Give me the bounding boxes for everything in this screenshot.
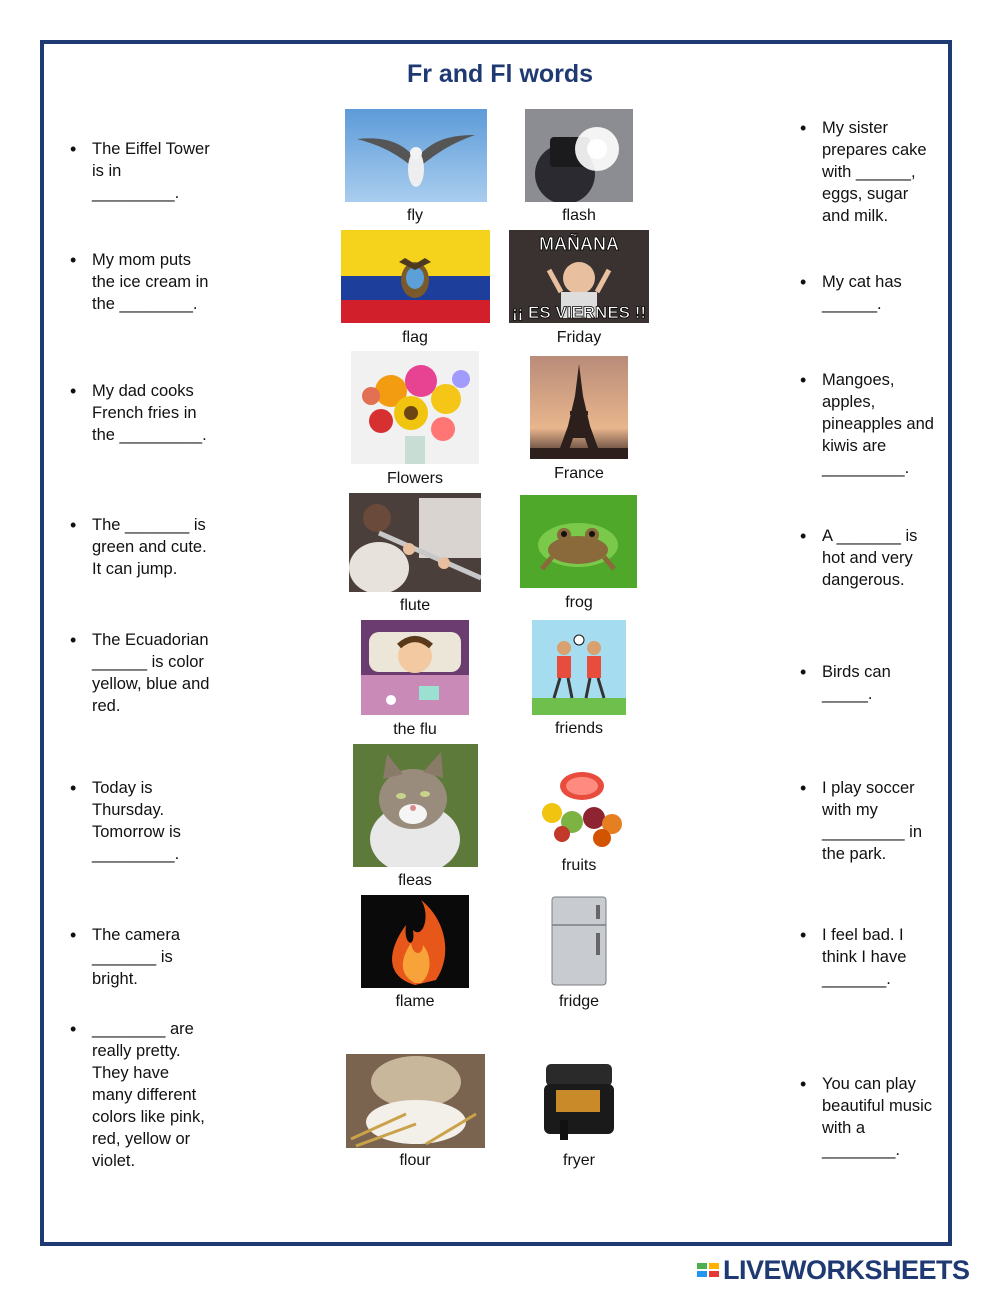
- flute-icon[interactable]: [349, 493, 481, 592]
- caption-fleas: fleas: [398, 872, 432, 889]
- caption-frog: frog: [565, 594, 593, 611]
- friends-icon[interactable]: [532, 620, 626, 715]
- caption-fruits: fruits: [561, 857, 597, 874]
- caption-flu: the flu: [393, 721, 437, 738]
- sick-boy-icon[interactable]: [361, 620, 469, 715]
- question-left-4: • The _______ is green and cute. It can jump.: [70, 514, 210, 580]
- fruits-icon[interactable]: [532, 758, 626, 852]
- caption-flag: flag: [402, 329, 428, 346]
- question-right-3: • Mangoes, apples, pineapples and kiwis are _________.: [800, 369, 940, 479]
- question-right-1: • My sister prepares cake with ______, eggs, sugar and milk.: [800, 117, 940, 227]
- caption-flash: flash: [562, 207, 596, 224]
- flour-icon[interactable]: [346, 1054, 485, 1148]
- caption-friends: friends: [554, 720, 604, 737]
- question-left-5: • The Ecuadorian ______ is color yellow, blue and red.: [70, 629, 210, 717]
- eiffel-tower-icon[interactable]: [530, 356, 628, 459]
- flame-icon[interactable]: [361, 895, 469, 988]
- question-right-5: • Birds can _____.: [800, 661, 940, 705]
- friday-meme-icon[interactable]: [509, 230, 649, 323]
- question-left-2: • My mom puts the ice cream in the ________.: [70, 249, 210, 315]
- logo-mark-icon: [697, 1263, 719, 1277]
- caption-friday: Friday: [556, 329, 602, 346]
- question-right-7: • I feel bad. I think I have _______.: [800, 924, 940, 990]
- cat-icon[interactable]: [353, 744, 478, 867]
- question-right-8: • You can play beautiful music with a ________.: [800, 1073, 940, 1161]
- camera-flash-icon[interactable]: [525, 109, 633, 202]
- meme-bottom-text: ¡¡ ES VIERNES !!: [511, 303, 647, 322]
- question-left-3: • My dad cooks French fries in the _________.: [70, 380, 210, 446]
- caption-flour: flour: [399, 1152, 431, 1169]
- caption-fryer: fryer: [563, 1152, 595, 1169]
- question-right-6: • I play soccer with my _________ in the park.: [800, 777, 940, 865]
- flowers-icon[interactable]: [351, 351, 479, 464]
- meme-top-text: MAÑANA: [539, 234, 619, 254]
- liveworksheets-logo[interactable]: [697, 1256, 970, 1284]
- worksheet-title: Fr and Fl words: [406, 60, 594, 88]
- caption-flowers: Flowers: [386, 470, 443, 487]
- caption-flame: flame: [395, 993, 435, 1010]
- frog-icon[interactable]: [520, 495, 637, 588]
- question-left-7: • The camera _______ is bright.: [70, 924, 210, 990]
- caption-fridge: fridge: [558, 993, 600, 1010]
- question-right-2: • My cat has ______.: [800, 271, 940, 315]
- question-right-4: • A _______ is hot and very dangerous.: [800, 525, 940, 591]
- fryer-icon[interactable]: [538, 1060, 620, 1144]
- caption-fly: fly: [407, 207, 423, 224]
- caption-flute: flute: [399, 597, 431, 614]
- logo-text: LIVEWORKSHEETS: [723, 1254, 970, 1285]
- question-left-8: • ________ are really pretty. They have many different colors like pink, red, yellow or violet.: [70, 1018, 210, 1172]
- caption-france: France: [554, 465, 604, 482]
- flag-icon[interactable]: [341, 230, 490, 323]
- question-left-6: • Today is Thursday. Tomorrow is _________.: [70, 777, 210, 865]
- fridge-icon[interactable]: [548, 895, 610, 988]
- question-left-1: • The Eiffel Tower is in _________.: [70, 138, 210, 204]
- bird-icon[interactable]: [345, 109, 487, 202]
